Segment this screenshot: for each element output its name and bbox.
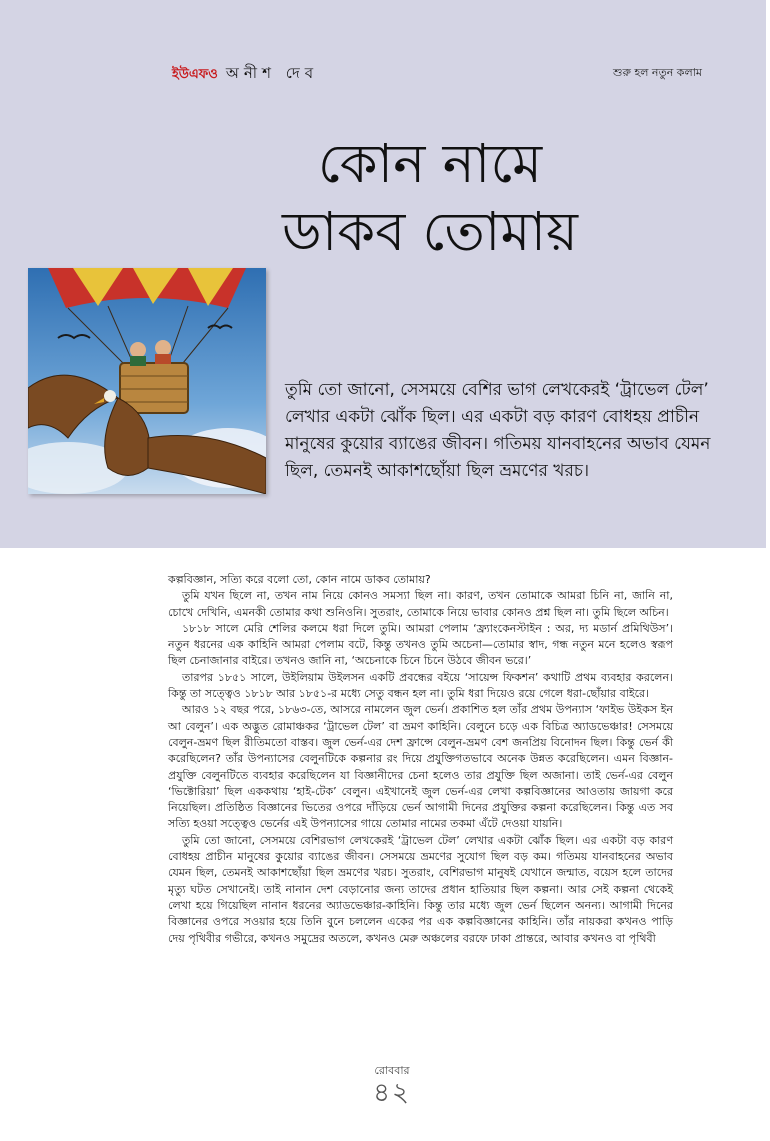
page-number: ৪২ [373,1078,411,1108]
illustration-art [28,268,266,494]
title-line-2: ডাকব তোমায় [282,200,578,263]
article-title [150,130,710,266]
body-paragraph: কল্পবিজ্ঞান, সত্যি করে বলো তো, কোন নামে ডাকব তোমায়? [168,573,431,586]
header-row [172,62,712,86]
column-note: শুরু হল নতুন কলাম [613,66,702,79]
intro-blurb: তুমি তো জানো, সেসময়ে বেশির ভাগ লেখকেরই ‘ট্রাভেল টেল’ লেখার একটা ঝোঁক ছিল। এর একটা বড় কারণ বোধহয় প্রাচীন মানুষের কুয়োর ব্যাঙের জীবন। গতিময় যানবাহনের অভাব যেমন ছিল, তেমনই আকাশছোঁয়া ছিল ভ্রমণের খরচ। [285,380,711,481]
body-paragraph: তুমি যখন ছিলে না, তখন নাম নিয়ে কোনও সমস্যা ছিল না। কারণ, তখন তোমাকে আমরা চিনি না, জানি না, চোখে দেখিনি, এমনকী তোমার কথা শুনিওনি। সুতরাং, তোমাকে নিয়ে ভাবার কোনও প্রশ্ন ছিল না। তুমি ছিলে অচিন। [168,589,673,619]
body-paragraph: আরও ১২ বছর পরে, ১৮৬৩-তে, আসরে নামলেন জুল ভের্ন। প্রকাশিত হল তাঁর প্রথম উপন্যাস ‘ফাইভ উইকস ইন আ বেলুন’। এক অদ্ভুত রোমাঞ্চকর ‘ট্রাভেল টেল’ বা ভ্রমণ কাহিনি। বেলুনে চড়ে এক বিচিত্র অ্যাডভেঞ্চার! সেসময়ে বেলুন-ভ্রমণ ছিল রীতিমতো বাস্তব। জুল ভের্ন-এর দেশ ফ্রান্সে বেলুন-ভ্রমণ বেশ জনপ্রিয় বিনোদন ছিল। কিন্তু ভের্ন কী করেছিলেন? তাঁর উপন্যাসের বেলুনটিকে কল্পনার রং দিয়ে প্রযুক্তিগতভাবে অনেক উন্নত করেছিলেন। এমন বিজ্ঞান-প্রযুক্তি বেলুনটিতে ব্যবহার করেছিলেন যা বিজ্ঞানীদের চেনা হলেও তার প্রযুক্তি ছিল অজানা। তাই ভের্ন-এর বেলুন ‘ভিক্টোরিয়া’ ছিল এককথায় ‘হাই-টেক’ বেলুন। এইখানেই জুল ভের্ন-এর লেখা কল্পবিজ্ঞানের আওতায় জায়গা করে নিয়েছিল। প্রতিষ্ঠিত বিজ্ঞানের ভিতের ওপরে দাঁড়িয়ে ভের্ন আগামী দিনের প্রযুক্তির কল্পনা করেছিলেন। কিন্তু এত সব সত্যি হওয়া সত্ত্বেও ভের্নের এই উপন্যাসের গায়ে তোমার নামের তকমা এঁটে দেওয়া যায়নি। [168,703,673,831]
article-body [168,572,673,947]
balloon-eagle-illustration [28,268,266,494]
title-line-1: কোন নামে [317,132,543,195]
body-paragraph: ১৮১৮ সালে মেরি শেলির কলমে ধরা দিলে তুমি। আমরা পেলাম ‘ফ্র্যাংকেনস্টাইন : অর, দ্য মডার্ন প্রমিথিউস’। নতুন ধরনের এক কাহিনি আমরা পেলাম বটে, কিন্তু তখনও তুমি অচেনা—তোমার স্বাদ, গন্ধ নতুন মনে হলেও স্বরূপ ছিল চেনাজানার বাইরে। তখনও জানি না, ‘অচেনাকে চিনে চিনে উঠবে জীবন ভরে।’ [168,621,673,668]
author-name: অনীশ দেব [225,64,319,82]
magazine-name: রোববার [374,1064,410,1077]
body-paragraph: তারপর ১৮৫১ সালে, উইলিয়াম উইলসন একটি প্রবন্ধের বইয়ে ‘সায়েন্স ফিকশন’ কথাটি প্রথম ব্যবহার করলেন। কিন্তু তা সত্ত্বেও ১৮১৮ আর ১৮৫১-র মধ্যে সেতু বন্ধন হল না। তুমি ধরা দিয়েও রয়ে গেলে ধরা-ছোঁয়ার বাইরে। [168,670,673,701]
series-tag: ইউএফও [172,67,218,82]
page-edge [766,0,770,1141]
body-paragraph: তুমি তো জানো, সেসময়ে বেশিরভাগ লেখকেরই ‘ট্রাভেল টেল’ লেখার একটা ঝোঁক ছিল। এর একটা বড় কারণ বোধহয় প্রাচীন মানুষের কুয়োর ব্যাঙের জীবন। সেসময়ে ভ্রমণের সুযোগ ছিল বড় কম। গতিময় যানবাহনের অভাব যেমন ছিল, তেমনই আকাশছোঁয়া ছিল ভ্রমণের খরচ। সুতরাং, বেশিরভাগ মানুষই যেখানে জন্মাত, বয়েস হলে তাদের মৃত্যু ঘটত সেখানেই। তাই নানান দেশ বেড়ানোর জন্য তাদের প্রধান হাতিয়ার ছিল কল্পনা। আর সেই কল্পনা থেকেই লেখা হয়ে গিয়েছিল নানান ধরনের অ্যাডভেঞ্চার-কাহিনি। কিন্তু তার মধ্যে জুল ভের্ন ছিলেন অনন্য। আগামী দিনের বিজ্ঞানের ওপরে সওয়ার হয়ে তিনি বুনে চললেন একের পর এক কল্পবিজ্ঞানের কাহিনি। তাঁর নায়করা কখনও পাড়ি দেয় পৃথিবীর গভীরে, কখনও সমুদ্রের অতলে, কখনও মেরু অঞ্চলের বরফে ঢাকা প্রান্তরে, আবার কখনও বা পৃথিবী [168,833,673,945]
